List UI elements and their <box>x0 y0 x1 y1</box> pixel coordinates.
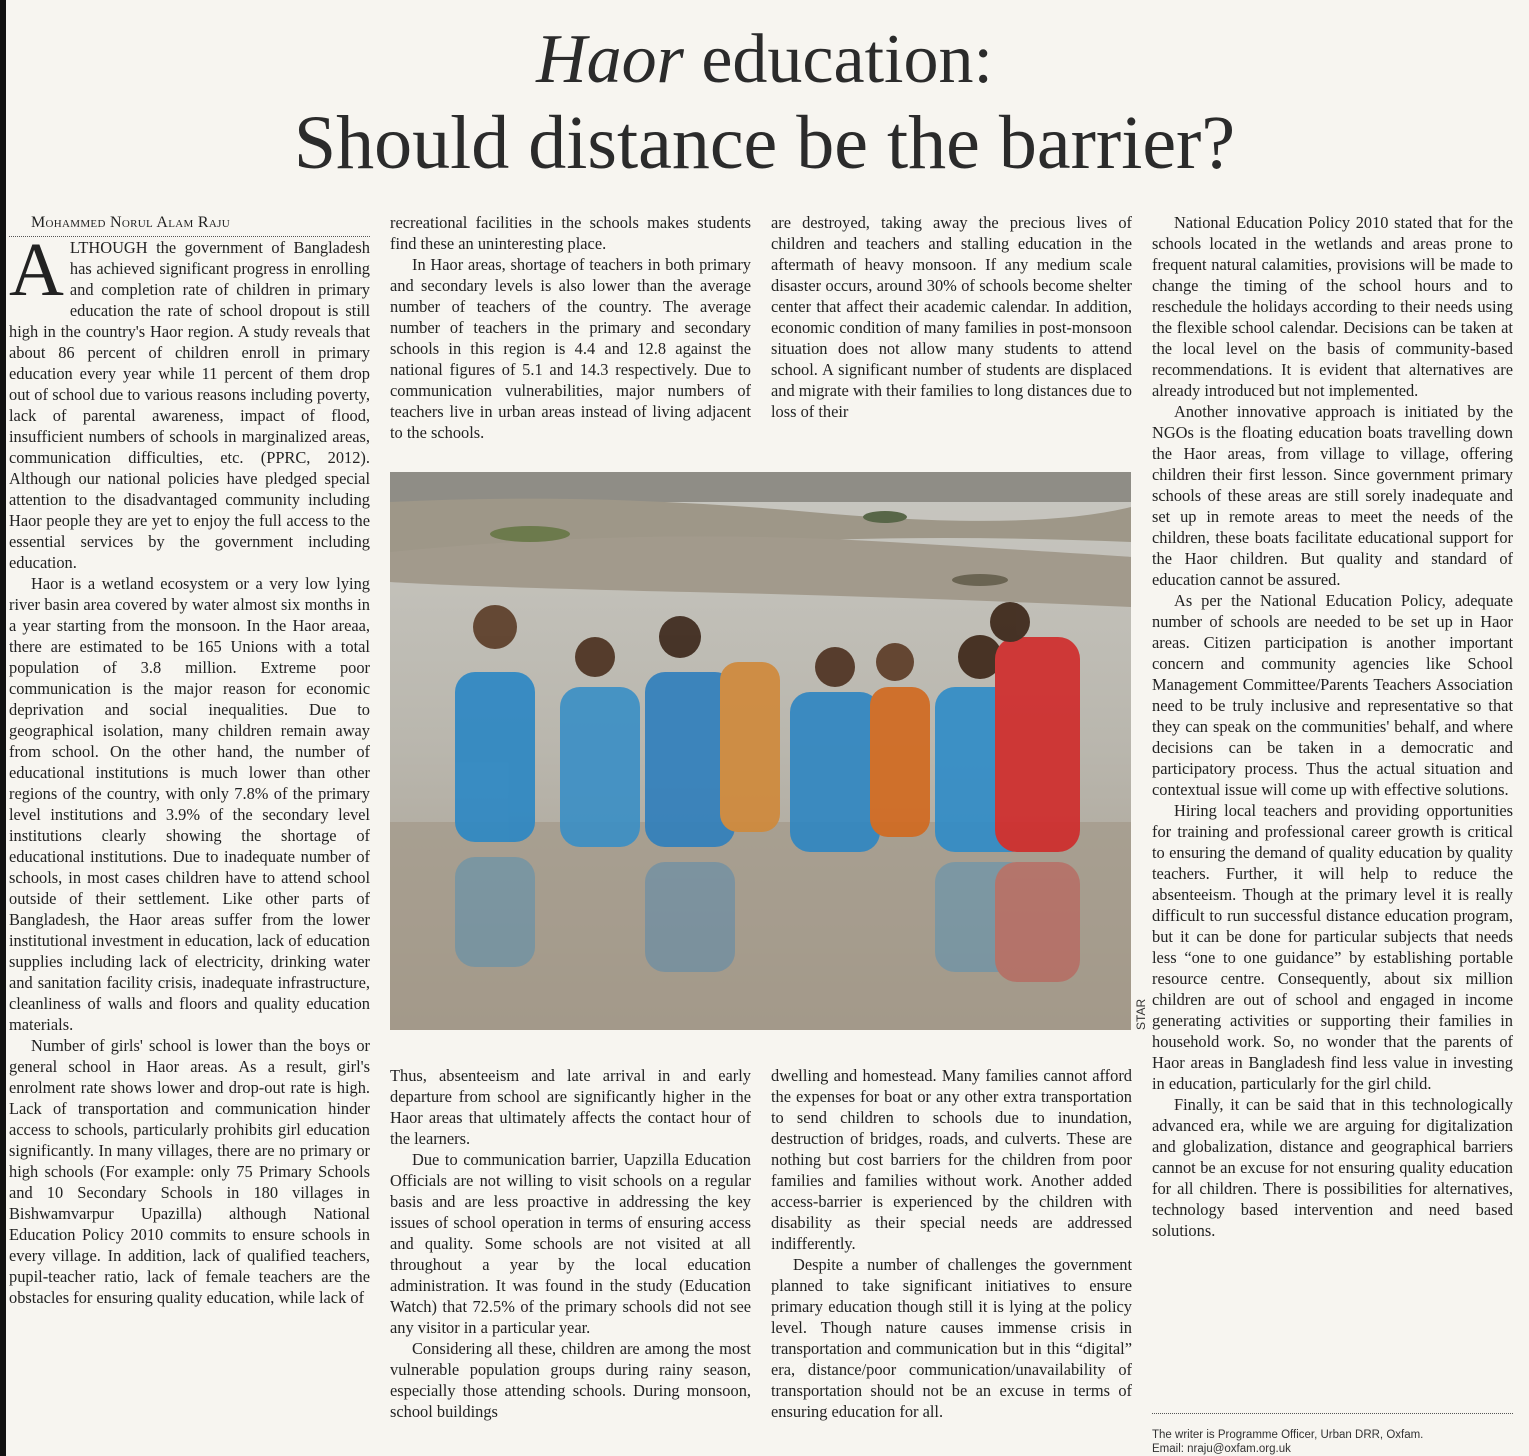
photo-illustration <box>390 472 1131 1030</box>
col1-paragraph-3: Number of girls' school is lower than the boys or general school in Haor areas. As a result, girl's enrolment rate shows lower and drop-out rate is high. Lack of transportation and communication hinder access to schools, particularly prohibits girl education significantly. In many villages, there are no primary or high schools (For example: only 75 Primary Schools and 10 Secondary Schools in 180 villages in Bishwamvarpur Upazilla) although National Education Policy 2010 commits to ensure schools in every village. In addition, lack of qualified teachers, pupil-teacher ratio, lack of female teachers are the obstacles for ensuring quality education, while lack of <box>9 1036 370 1307</box>
col1-p1-text: LTHOUGH the government of Bangladesh has achieved significant progress in enrolling and completion rate of children in primary education the rate of school dropout is still high in the country's Haor region. A study reveals that about 86 percent of children enroll in primary education every year while 11 percent of them drop out of school due to various reasons including poverty, lack of parental awareness, impact of flood, insufficient numbers of schools in marginalized areas, communication difficulties, etc. (PPRC, 2012). Although our national policies have pledged special attention to the disadvantaged community including Haor people they are yet to enjoy the full access to the essential services by the government including education. <box>9 238 370 572</box>
col2-bottom-paragraph-1: Thus, absenteeism and late arrival in and early departure from school are significantly higher in the Haor areas that ultimately affects the contact hour of the learners. <box>390 1066 751 1148</box>
column-2-top <box>390 212 751 443</box>
column-3-top <box>771 212 1132 422</box>
col4-paragraph-3: As per the National Education Policy, adequate number of schools are needed to be set up in Haor areas. Citizen participation is another important concern and community agencies like School Management Committee/Parents Teachers Association need to be truly inclusive and representative so that they can speak on the communities' behalf, and where decisions can be taken in a democratic and participatory process. Thus the actual situation and contextual issue will come up with effective solutions. <box>1152 591 1513 799</box>
author-note-email: Email: nraju@oxfam.org.uk <box>1152 1443 1291 1455</box>
col3-bottom-paragraph-1: dwelling and homestead. Many families cannot afford the expenses for boat or any other extra transportation to send children to schools due to inundation, destruction of bridges, roads, and culverts. These are nothing but cost barriers for the children from poor families and families without work. Another added access-barrier is experienced by the children with disability as their special needs are addressed indifferently. <box>771 1066 1132 1253</box>
headline-line-1-rest: education: <box>683 21 993 98</box>
headline-line-2: Should distance be the barrier? <box>293 101 1236 185</box>
column-1 <box>9 212 370 1308</box>
author-note-line-1: The writer is Programme Officer, Urban DRR, Oxfam. <box>1152 1429 1424 1441</box>
col4-paragraph-5: Finally, it can be said that in this technologically advanced era, while we are arguing for digitalization and globalization, distance and geographical barriers cannot be an excuse for not ensuring quality education for all children. There is possibilities for alternatives, technology based intervention and need based solutions. <box>1152 1095 1513 1240</box>
col2-bottom-paragraph-3: Considering all these, children are among the most vulnerable population groups during rainy season, especially those attending schools. During monsoon, school buildings <box>390 1339 751 1421</box>
news-photo <box>390 472 1131 1030</box>
col4-paragraph-4: Hiring local teachers and providing opportunities for training and professional career growth is critical to ensuring the demand of quality education by quality teachers. Further, it will help to reduce the absenteeism. Though at the primary level it is really difficult to run successful distance education program, but it can be done for particular subjects that needs less “one to one guidance” by establishing portable resource centre. Consequently, about six million children are out of school and engaged in income generating activities or supporting their families in household work. So, no wonder that the parents of Haor areas in Bangladesh find less value in investing in education, particularly for the girl child. <box>1152 801 1513 1093</box>
col2-bottom-paragraph-2: Due to communication barrier, Uapzilla Education Officials are not willing to visit schools on a regular basis and are less proactive in addressing the key issues of school operation in terms of ensuring access and quality. Some schools are not visited at all throughout a year by the local education administration. It was found in the study (Education Watch) that 72.5% of the primary schools did not see any visitor in a particular year. <box>390 1150 751 1337</box>
col1-paragraph-1 <box>9 228 370 573</box>
author-note <box>1152 1413 1513 1456</box>
column-3-bottom <box>771 1065 1132 1422</box>
col4-paragraph-1: National Education Policy 2010 stated that for the schools located in the wetlands and areas prone to frequent natural calamities, provisions will be made to change the timing of the school hours and to reschedule the holidays according to their needs using the flexible school calendar. Decisions can be taken at the local level on the basis of community-based recommendations. It is evident that alternatives are already introduced but not implemented. <box>1152 213 1513 400</box>
column-4 <box>1152 212 1513 1241</box>
headline <box>0 20 1529 186</box>
page-edge-bar <box>0 0 6 1456</box>
headline-italic-word: Haor <box>536 21 684 98</box>
col3-bottom-paragraph-2: Despite a number of challenges the government planned to take significant initiatives to ensure primary education though still it is lying at the policy level. Though nature causes immense crisis in transportation and communication but in this “digital” era, distance/poor communication/unavailability of transportation should not be an excuse in terms of ensuring education for all. <box>771 1255 1132 1421</box>
byline: Mohammed Norul Alam Raju <box>9 212 370 237</box>
col2-top-paragraph-2: In Haor areas, shortage of teachers in both primary and secondary levels is also lower than the average number of teachers of the country. The average number of teachers in the primary and secondary schools in this region is 4.4 and 12.8 against the national figures of 5.1 and 14.3 respectively. Due to communication vulnerabilities, major numbers of teachers live in urban areas instead of living adjacent to the schools. <box>390 255 751 442</box>
headline-line-1 <box>0 20 1529 100</box>
photo-credit: STAR <box>1134 998 1148 1030</box>
col4-paragraph-2: Another innovative approach is initiated by the NGOs is the floating education boats travelling down the Haor areas, from village to village, offering children their first lesson. Since government primary schools of these areas are still sorely inadequate and set up in remote areas to meet the needs of the children, these boats facilitate educational support for the Haor children. But quality and standard of education cannot be assured. <box>1152 402 1513 589</box>
drop-cap: A <box>9 228 64 312</box>
column-2-bottom <box>390 1065 751 1422</box>
col3-top-paragraph-1: are destroyed, taking away the precious lives of children and teachers and stalling education in the aftermath of heavy monsoon. If any medium scale disaster occurs, around 30% of schools become shelter center that affect their academic calendar. In addition, economic condition of many families in post-monsoon situation does not allow many students to attend school. A significant number of students are displaced and migrate with their families to long distances due to loss of their <box>771 213 1132 421</box>
col1-paragraph-2: Haor is a wetland ecosystem or a very low lying river basin area covered by water almost six months in a year starting from the monsoon. In the Haor areaa, there are estimated to be 165 Unions with a total population of 3.8 million. Extreme poor communication is the major reason for economic deprivation and social inequalities. Due to geographical isolation, many children remain away from school. On the other hand, the number of educational institutions is much lower than other regions of the country, with only 7.8% of the primary level institutions and 3.9% of the secondary level institutions clearly showing the shortage of educational institutions. Due to inadequate number of schools, in most cases children have to attend school outside of their settlement. Like other parts of Bangladesh, the Haor areas suffer from the lower institutional investment in education, lack of education supplies including lack of electricity, drinking water and sanitation facility crisis, inadequate infrastructure, cleanliness of walls and floors and quality education materials. <box>9 574 370 1034</box>
col2-top-paragraph-1: recreational facilities in the schools makes students find these an uninteresting place. <box>390 213 751 253</box>
